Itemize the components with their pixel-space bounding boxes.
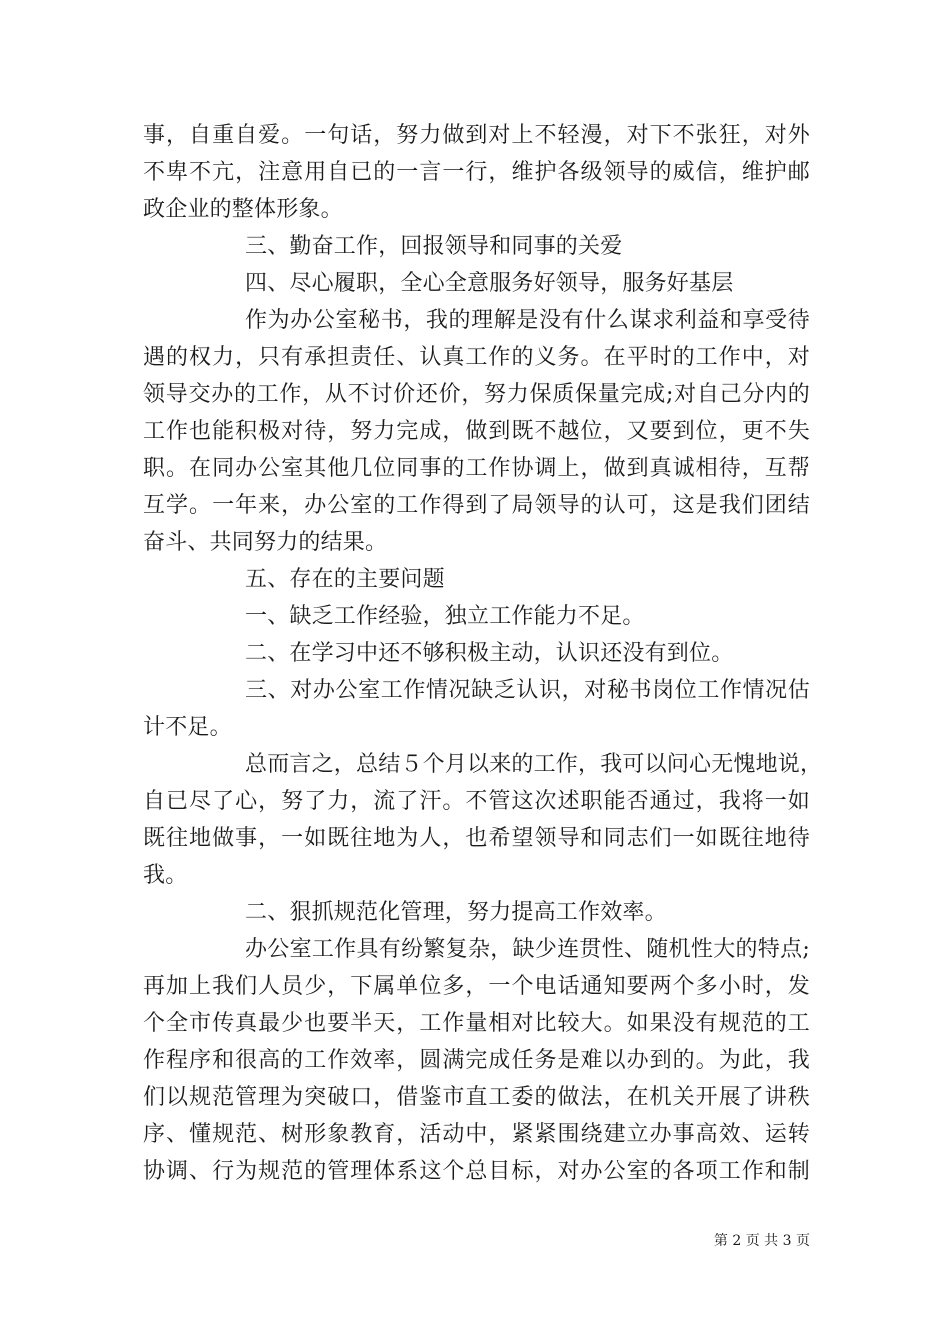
section-heading: 三、勤奋工作，回报领导和同事的关爱: [245, 234, 623, 259]
body-line: 工作也能积极对待，努力完成，做到既不越位，又要到位，更不失: [143, 419, 810, 444]
body-line: 既往地做事，一如既往地为人，也希望领导和同志们一如既往地待: [143, 826, 810, 851]
list-item: 三、对办公室工作情况缺乏认识，对秘书岗位工作情况估: [245, 678, 810, 703]
body-line: 们以规范管理为突破口，借鉴市直工委的做法，在机关开展了讲秩: [143, 1085, 810, 1110]
document-body: [143, 117, 823, 1190]
page-number: 第 2 页 共 3 页: [713, 1233, 810, 1249]
list-item: 二、在学习中还不够积极主动，认识还没有到位。: [245, 641, 734, 666]
body-line: 计不足。: [143, 715, 232, 740]
body-line: 个全市传真最少也要半天，工作量相对比较大。如果没有规范的工: [143, 1011, 810, 1036]
body-line: 领导交办的工作，从不讨价还价，努力保质保量完成;对自己分内的: [143, 382, 810, 407]
body-line: 协调、行为规范的管理体系这个总目标，对办公室的各项工作和制: [143, 1159, 810, 1184]
section-heading: 五、存在的主要问题: [245, 567, 445, 592]
body-line: 互学。一年来，办公室的工作得到了局领导的认可，这是我们团结: [143, 493, 810, 518]
body-line: 办公室工作具有纷繁复杂，缺少连贯性、随机性大的特点;: [245, 937, 810, 962]
body-line: 事，自重自爱。一句话，努力做到对上不轻漫，对下不张狂，对外: [143, 123, 810, 148]
body-line: 作程序和很高的工作效率，圆满完成任务是难以办到的。为此，我: [143, 1048, 810, 1073]
body-line: 作为办公室秘书，我的理解是没有什么谋求利益和享受待: [245, 308, 810, 333]
body-line: 我。: [143, 863, 188, 888]
body-line: 政企业的整体形象。: [143, 197, 343, 222]
body-line: 遇的权力，只有承担责任、认真工作的义务。在平时的工作中，对: [143, 345, 810, 370]
body-line: 再加上我们人员少，下属单位多，一个电话通知要两个多小时，发: [143, 974, 810, 999]
list-item: 一、缺乏工作经验，独立工作能力不足。: [245, 604, 645, 629]
body-line: 总而言之，总结５个月以来的工作，我可以问心无愧地说，: [245, 752, 823, 777]
body-line: 不卑不亢，注意用自已的一言一行，维护各级领导的威信，维护邮: [143, 160, 810, 185]
body-line: 奋斗、共同努力的结果。: [143, 530, 388, 555]
body-line: 序、懂规范、树形象教育，活动中，紧紧围绕建立办事高效、运转: [143, 1122, 810, 1147]
body-line: 职。在同办公室其他几位同事的工作协调上，做到真诚相待，互帮: [143, 456, 810, 481]
section-heading: 四、尽心履职，全心全意服务好领导，服务好基层: [245, 271, 734, 296]
section-heading: 二、狠抓规范化管理，努力提高工作效率。: [245, 900, 667, 925]
body-line: 自已尽了心，努了力，流了汗。不管这次述职能否通过，我将一如: [143, 789, 810, 814]
